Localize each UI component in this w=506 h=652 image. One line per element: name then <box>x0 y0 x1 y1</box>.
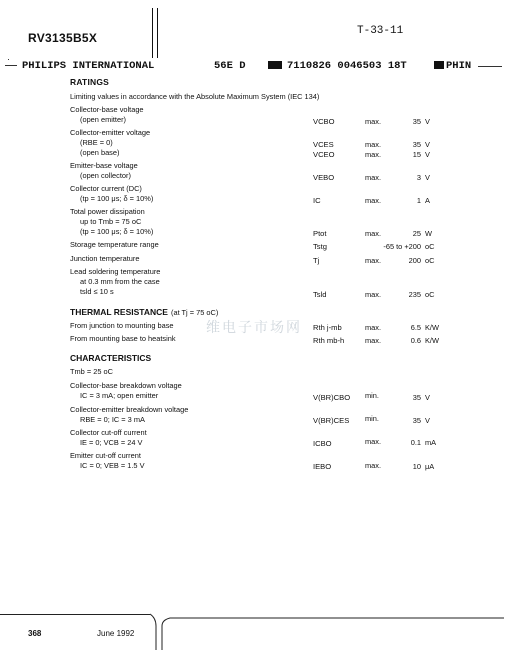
char-label: Emitter cut-off current <box>70 451 141 460</box>
rating-symbol: IC <box>313 196 321 205</box>
char-value: 35 <box>412 393 421 402</box>
char-symbol: ICBO <box>313 439 332 448</box>
rating-unit: V <box>425 117 430 126</box>
rating-qualifier: max. <box>365 256 382 265</box>
char-value: 0.1 <box>410 438 421 447</box>
char-qualifier: min. <box>365 414 379 423</box>
rating-sub: (tp = 100 μs; δ = 10%) <box>80 194 154 203</box>
header-rule-right <box>478 66 502 67</box>
rating-label: Emitter-base voltage <box>70 161 138 170</box>
char-label: Collector cut-off current <box>70 428 147 437</box>
brand-text <box>434 60 471 72</box>
rating-value: -65 to +200 <box>383 242 421 251</box>
rating-label: Total power dissipation <box>70 207 145 216</box>
char-unit: V <box>425 416 430 425</box>
ratings-title: RATINGS <box>70 77 110 87</box>
char-value: 10 <box>412 462 421 471</box>
char-unit: μA <box>425 462 435 471</box>
rating-unit: W <box>425 229 432 238</box>
thermal-unit: K/W <box>425 323 439 332</box>
part-number: RV3135B5X <box>28 31 98 45</box>
rating-unit: V <box>425 173 430 182</box>
rating-qualifier: max. <box>365 290 382 299</box>
rating-value: 35 <box>412 140 421 149</box>
rating-value: 200 <box>408 256 421 265</box>
rating-sub: (RBE = 0) <box>80 138 113 147</box>
rating-value: 3 <box>416 173 421 182</box>
char-sub: IE = 0; VCB = 24 V <box>80 438 143 447</box>
thermal-value: 0.6 <box>410 336 421 345</box>
rating-symbol: Tsld <box>313 290 327 299</box>
rating-unit: oC <box>425 242 435 251</box>
page-number: 368 <box>28 629 42 638</box>
rating-unit: V <box>425 140 430 149</box>
rating-qualifier: max. <box>365 140 382 149</box>
thermal-unit: K/W <box>425 336 439 345</box>
footer-rule <box>0 614 150 615</box>
block-mark <box>268 61 282 69</box>
footer-frame <box>148 612 506 652</box>
rating-label: Collector-emitter voltage <box>70 128 151 137</box>
rating-label: Collector current (DC) <box>70 184 142 193</box>
char-symbol: IEBO <box>313 462 332 471</box>
thermal-symbol: Rth j-mb <box>313 323 342 332</box>
rating-label: Collector-base voltage <box>70 105 144 114</box>
header-rule-left <box>5 65 17 66</box>
document-code: T-33-11 <box>357 25 404 37</box>
rating-sub: (tp = 100 μs; δ = 10%) <box>80 227 154 236</box>
thermal-symbol: Rth mb-h <box>313 336 345 345</box>
rating-sub: tsld ≤ 10 s <box>80 287 114 296</box>
char-symbol: V(BR)CES <box>313 416 350 425</box>
rating-label: Lead soldering temperature <box>70 267 161 276</box>
rating-sub: (open base) <box>80 148 120 157</box>
rating-value: 25 <box>412 229 421 238</box>
rating-unit: A <box>425 196 430 205</box>
rating-symbol: VEBO <box>313 173 335 182</box>
rating-symbol: Tj <box>313 256 320 265</box>
char-unit: mA <box>425 438 437 447</box>
footer-date: June 1992 <box>97 629 135 638</box>
rating-symbol: Ptot <box>313 229 327 238</box>
thermal-title: THERMAL RESISTANCE <box>70 307 168 317</box>
characteristics-title: CHARACTERISTICS <box>70 353 152 363</box>
rating-sub: up to Tmb = 75 oC <box>80 217 142 226</box>
char-unit: V <box>425 393 430 402</box>
rating-sub: (open emitter) <box>80 115 127 124</box>
thermal-qualifier: max. <box>365 336 382 345</box>
rating-qualifier: max. <box>365 150 382 159</box>
thermal-label: From mounting base to heatsink <box>70 334 176 343</box>
rating-value: 35 <box>412 117 421 126</box>
char-label: Collector-base breakdown voltage <box>70 381 182 390</box>
rating-sub: at 0.3 mm from the case <box>80 277 160 286</box>
barcode-text <box>268 60 407 72</box>
header-divider-right <box>157 8 158 58</box>
rating-unit: V <box>425 150 430 159</box>
thermal-qualifier: max. <box>365 323 382 332</box>
rating-symbol: VCEO <box>313 150 335 159</box>
rating-label: Junction temperature <box>70 254 140 263</box>
char-sub: RBE = 0; IC = 3 mA <box>80 415 145 424</box>
block-mark <box>434 61 444 69</box>
rating-sub: (open collector) <box>80 171 131 180</box>
thermal-condition: (at Tj = 75 oC) <box>171 308 219 317</box>
company-name: PHILIPS INTERNATIONAL <box>22 60 155 72</box>
rating-value: 1 <box>416 196 421 205</box>
characteristics-condition: Tmb = 25 oC <box>70 367 113 376</box>
char-sub: IC = 3 mA; open emitter <box>80 391 159 400</box>
thermal-label: From junction to mounting base <box>70 321 174 330</box>
thermal-value: 6.5 <box>410 323 421 332</box>
ratings-intro: Limiting values in accordance with the Absolute Maximum System (IEC 134) <box>70 92 320 101</box>
char-sub: IC = 0; VEB = 1.5 V <box>80 461 145 470</box>
barcode-number: 7110826 0046503 18T <box>287 60 407 72</box>
rating-qualifier: max. <box>365 117 382 126</box>
rating-symbol: Tstg <box>313 242 327 251</box>
char-qualifier: max. <box>365 437 382 446</box>
batch-code: 56E D <box>214 60 246 72</box>
char-qualifier: min. <box>365 391 379 400</box>
char-label: Collector-emitter breakdown voltage <box>70 405 189 414</box>
rating-unit: oC <box>425 256 435 265</box>
char-qualifier: max. <box>365 461 382 470</box>
brand-label: PHIN <box>446 60 472 72</box>
rating-label: Storage temperature range <box>70 240 159 249</box>
header-divider-left <box>152 8 153 58</box>
rating-value: 15 <box>412 150 421 159</box>
tick-mark: · <box>7 54 10 64</box>
rating-unit: oC <box>425 290 435 299</box>
rating-qualifier: max. <box>365 229 382 238</box>
rating-qualifier: max. <box>365 173 382 182</box>
rating-symbol: VCES <box>313 140 334 149</box>
char-symbol: V(BR)CBO <box>313 393 351 402</box>
rating-qualifier: max. <box>365 196 382 205</box>
rating-symbol: VCBO <box>313 117 335 126</box>
watermark: 维电子市场网 <box>206 320 302 336</box>
char-value: 35 <box>412 416 421 425</box>
rating-value: 235 <box>408 290 421 299</box>
